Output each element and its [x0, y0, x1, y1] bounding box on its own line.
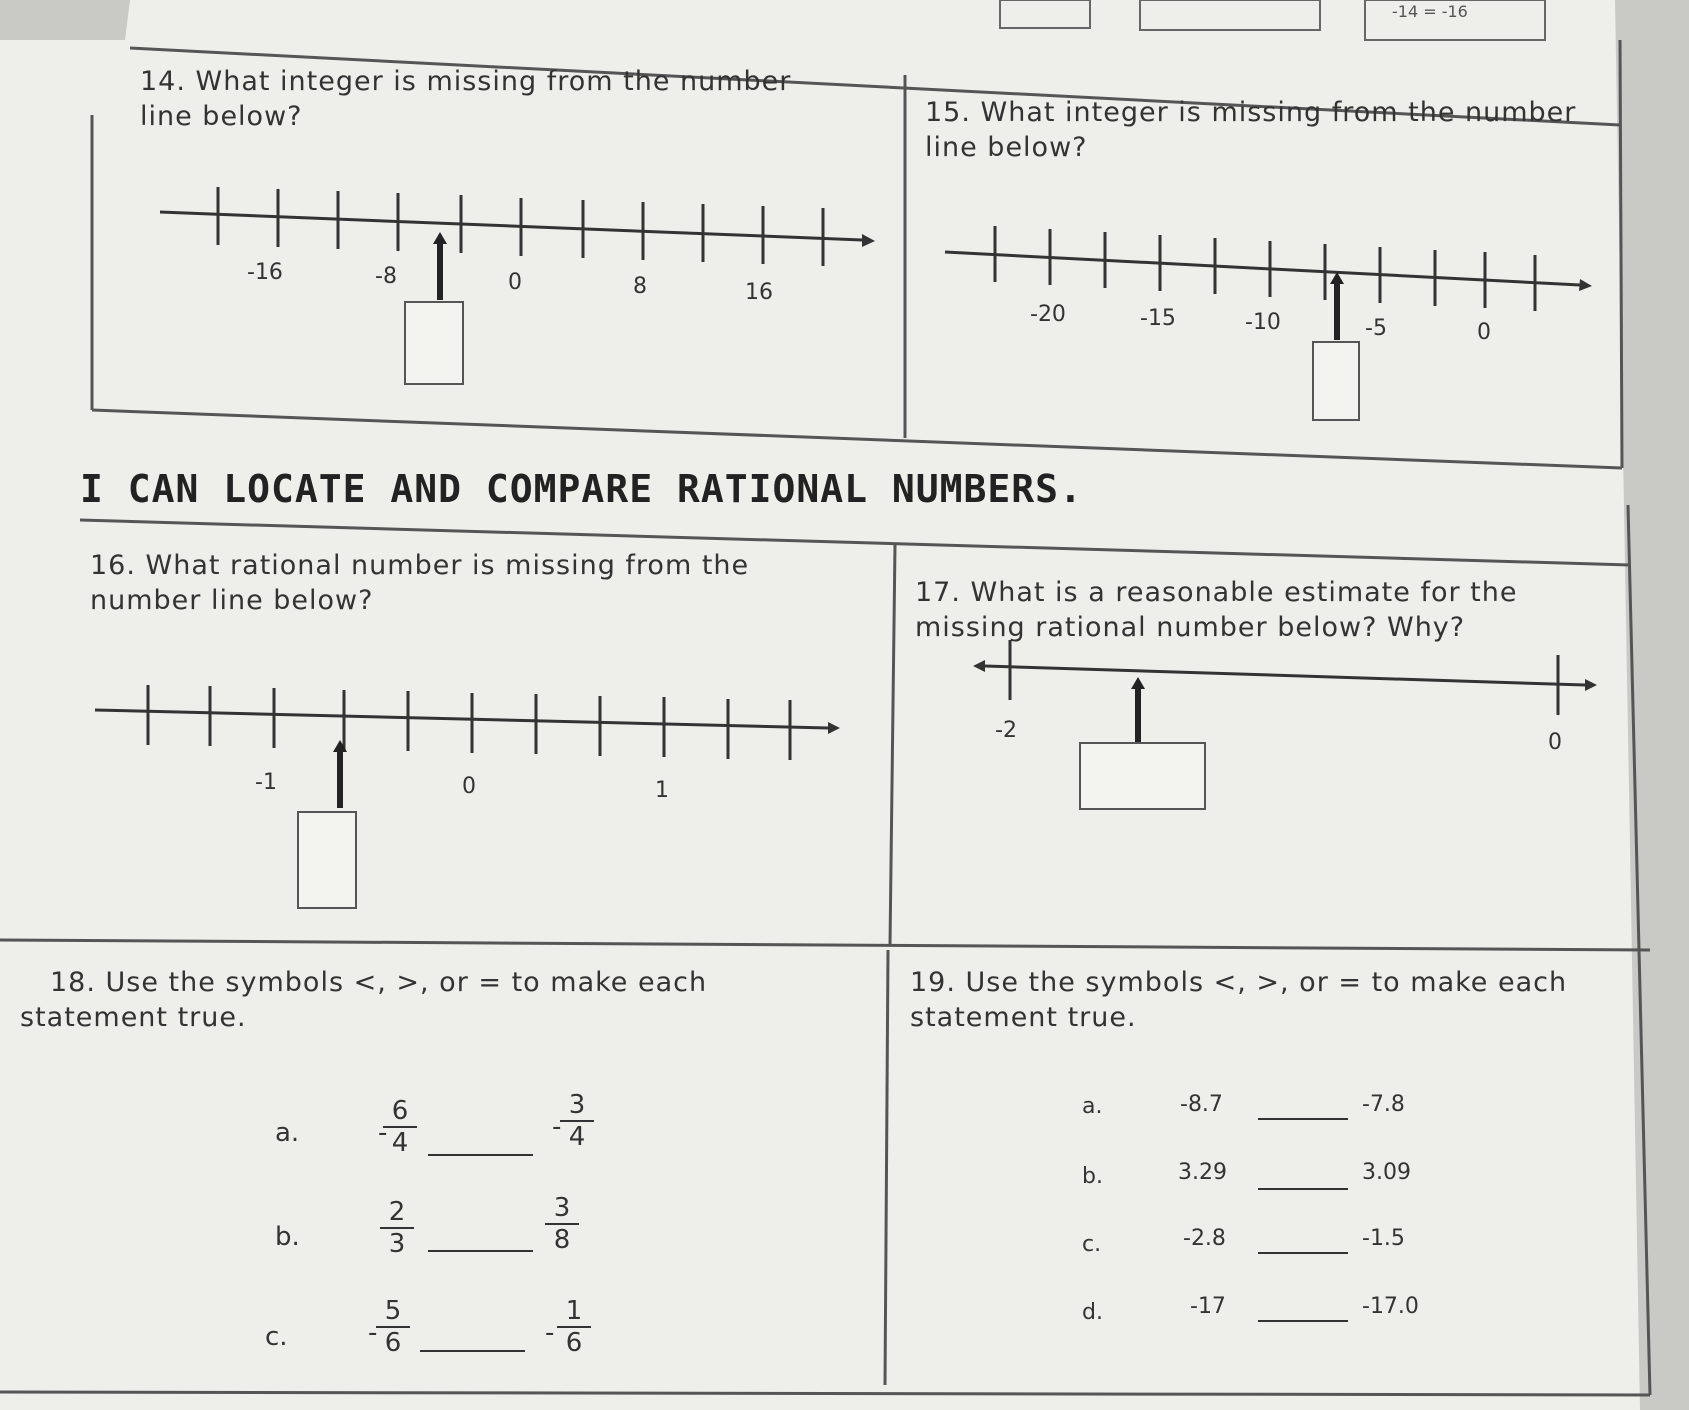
q14-label: 8 [633, 274, 647, 299]
q14-prompt-line1: 14. What integer is missing from the number [140, 66, 792, 97]
q14-label: 16 [745, 280, 773, 305]
q18-item-letter: b. [275, 1222, 300, 1252]
q17-label: -2 [995, 718, 1017, 743]
q18-right-sign: - [545, 1318, 555, 1348]
q19-answer-blank[interactable] [1258, 1320, 1348, 1322]
q15-label: -10 [1245, 310, 1281, 335]
header-stub-text: -14 = -16 [1392, 2, 1468, 21]
denominator: 3 [388, 1229, 406, 1259]
q16-prompt-line1: 16. What rational number is missing from the [90, 550, 750, 581]
q19-right-value: -17.0 [1362, 1294, 1419, 1319]
q19-right-value: 3.09 [1362, 1160, 1411, 1185]
q19-answer-blank[interactable] [1258, 1188, 1348, 1190]
q19-right-value: -1.5 [1362, 1226, 1405, 1251]
q19-left-value: -8.7 [1180, 1092, 1223, 1117]
q17-prompt-line1: 17. What is a reasonable estimate for the [915, 577, 1518, 608]
q18-prompt-line1: 18. Use the symbols <, >, or = to make each [50, 967, 708, 998]
q19-right-value: -7.8 [1362, 1092, 1405, 1117]
q19-item-letter: b. [1082, 1164, 1103, 1189]
q18-right-sign: - [552, 1112, 562, 1142]
q15-label: -15 [1140, 306, 1176, 331]
q16-label: 1 [655, 778, 669, 803]
q15-label: 0 [1477, 320, 1491, 345]
frame-right-top [1620, 40, 1622, 468]
q15-prompt-line1: 15. What integer is missing from the number [925, 97, 1577, 128]
q14-label: 0 [508, 270, 522, 295]
q19-item-letter: d. [1082, 1300, 1103, 1325]
q19-prompt-line1: 19. Use the symbols <, >, or = to make each [910, 967, 1568, 998]
q19-item-letter: c. [1082, 1232, 1102, 1257]
q18-left-sign: - [378, 1118, 388, 1148]
denominator: 6 [565, 1328, 583, 1358]
denominator: 6 [384, 1328, 402, 1358]
q18-prompt-line2: statement true. [20, 1002, 247, 1033]
q14-prompt [140, 64, 791, 134]
q17-prompt [915, 575, 1517, 645]
q14-prompt-line2: line below? [140, 101, 303, 132]
denominator: 4 [568, 1122, 586, 1152]
q18-answer-blank[interactable] [428, 1154, 533, 1156]
q16-prompt [90, 548, 749, 618]
q18-left-fraction [376, 1296, 410, 1358]
q19-prompt [910, 965, 1567, 1035]
q18-answer-blank[interactable] [428, 1250, 533, 1252]
q14-answer-box[interactable] [405, 302, 463, 384]
q19-left-value: -17 [1190, 1294, 1226, 1319]
q16-prompt-line2: number line below? [90, 585, 374, 616]
q17-label: 0 [1548, 730, 1562, 755]
q19-left-value: -2.8 [1183, 1226, 1226, 1251]
q18-prompt [20, 965, 707, 1035]
q18-left-sign: - [368, 1318, 378, 1348]
numerator: 3 [560, 1090, 594, 1122]
q18-left-fraction [383, 1096, 417, 1158]
numerator: 2 [380, 1197, 414, 1229]
q15-label: -5 [1365, 316, 1387, 341]
q18-right-fraction [545, 1193, 579, 1255]
denominator: 8 [553, 1225, 571, 1255]
q16-label: 0 [462, 774, 476, 799]
q18-answer-blank[interactable] [420, 1350, 525, 1352]
q18-item-letter: c. [265, 1322, 288, 1352]
q19-prompt-line2: statement true. [910, 1002, 1137, 1033]
q18-right-fraction [557, 1296, 591, 1358]
numerator: 3 [545, 1193, 579, 1225]
learning-target-banner: I CAN LOCATE AND COMPARE RATIONAL NUMBERS. [80, 467, 1083, 511]
denominator: 4 [391, 1128, 409, 1158]
numerator: 5 [376, 1296, 410, 1328]
numerator: 1 [557, 1296, 591, 1328]
q15-prompt-line2: line below? [925, 132, 1088, 163]
numerator: 6 [383, 1096, 417, 1128]
q19-item-letter: a. [1082, 1094, 1103, 1119]
q14-label: -8 [375, 264, 397, 289]
q18-left-fraction [380, 1197, 414, 1259]
q18-item-letter: a. [275, 1118, 300, 1148]
q19-left-value: 3.29 [1178, 1160, 1227, 1185]
q16-answer-box[interactable] [298, 812, 356, 908]
q17-answer-box[interactable] [1080, 743, 1205, 809]
q19-answer-blank[interactable] [1258, 1252, 1348, 1254]
q15-label: -20 [1030, 302, 1066, 327]
q16-label: -1 [255, 770, 277, 795]
q15-answer-box[interactable] [1313, 342, 1359, 420]
q15-prompt [925, 95, 1576, 165]
q18-right-fraction [560, 1090, 594, 1152]
q14-label: -16 [247, 260, 283, 285]
q17-prompt-line2: missing rational number below? Why? [915, 612, 1466, 643]
q19-answer-blank[interactable] [1258, 1118, 1348, 1120]
